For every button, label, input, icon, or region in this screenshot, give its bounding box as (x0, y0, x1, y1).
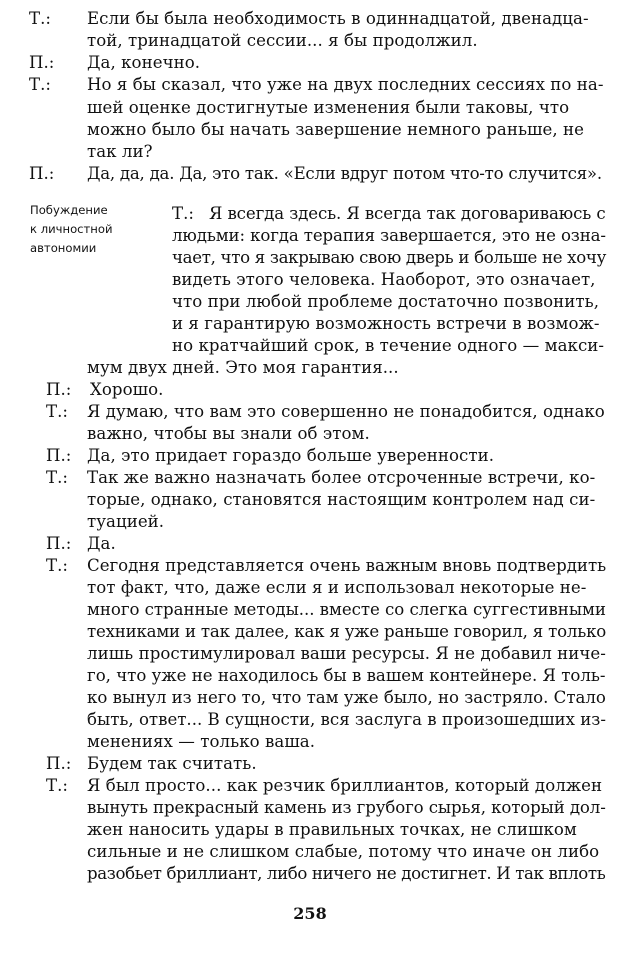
text-line: Да, это придает гораздо больше уверенности. (87, 446, 495, 465)
text-line: той, тринадцатой сессии... я бы продолжил. (87, 31, 478, 50)
text-line: разобьет бриллиант, либо ничего не достигнет. И так вплоть (87, 864, 606, 883)
speaker-label: П.: (29, 53, 55, 72)
text-line: Хорошо. (90, 380, 164, 399)
text-line: мум двух дней. Это моя гарантия... (87, 358, 399, 377)
text-line: Но я бы сказал, что уже на двух последних сессиях по на- (87, 75, 604, 94)
text-line: тот факт, что, даже если я и использовал некоторые не- (87, 578, 587, 597)
text-line: Если бы была необходимость в одиннадцатой, двенадца- (87, 9, 589, 28)
margin-note-line: к личностной (30, 222, 113, 236)
page-number: 258 (293, 904, 327, 923)
text-line: так ли? (87, 142, 153, 161)
text-line: чает, что я закрываю свою дверь и больше не хочу (172, 248, 607, 267)
text-line: шей оценке достигнутые изменения были таковы, что (87, 98, 570, 117)
speaker-label: Т.: (46, 468, 68, 487)
text-line: людьми: когда терапия завершается, это не озна- (172, 226, 606, 245)
text-line: Я был просто... как резчик бриллиантов, который должен (87, 776, 603, 795)
text-line: Да. (87, 534, 116, 553)
text-line: Я думаю, что вам это совершенно не понадобится, однако (87, 402, 605, 421)
speaker-label: Т.: (46, 402, 68, 421)
margin-note-line: автономии (30, 241, 97, 255)
speaker-label: П.: (46, 446, 72, 465)
text-line: торые, однако, становятся настоящим контролем над си- (87, 490, 596, 509)
text-line: ко вынул из него то, что там уже было, но застряло. Стало (87, 688, 606, 707)
text-line: Да, да, да. Да, это так. «Если вдруг потом что-то случится». (87, 164, 602, 183)
speaker-label: П.: (29, 164, 55, 183)
text-line: вынуть прекрасный камень из грубого сырья, который дол- (87, 798, 606, 817)
text-line: туацией. (87, 512, 165, 531)
speaker-label: П.: (46, 534, 72, 553)
text-line: Так же важно назначать более отсроченные встречи, ко- (87, 468, 596, 487)
text-line: много странные методы... вместе со слегка суггестивными (87, 600, 606, 619)
text-line: лишь простимулировал ваши ресурсы. Я не добавил ниче- (87, 644, 606, 663)
speaker-label: Т.: (46, 776, 68, 795)
text-line: сильные и не слишком слабые, потому что иначе он либо (87, 842, 600, 861)
text-line: Сегодня представляется очень важным вновь подтвердить (87, 556, 607, 575)
text-line: го, что уже не находилось бы в вашем контейнере. Я толь- (87, 666, 606, 685)
text-line: Я всегда здесь. Я всегда так договариваюсь с (209, 204, 606, 223)
speaker-label: Т.: (172, 204, 194, 223)
text-line: жен наносить удары в правильных точках, не слишком (87, 820, 577, 839)
text-line: менениях — только ваша. (87, 732, 316, 751)
speaker-label: П.: (46, 380, 72, 399)
speaker-label: Т.: (29, 9, 51, 28)
text-line: можно было бы начать завершение немного раньше, не (87, 120, 585, 139)
text-line: что при любой проблеме достаточно позвонить, (172, 292, 600, 311)
text-line: Будем так считать. (87, 754, 257, 773)
text-line: важно, чтобы вы знали об этом. (87, 424, 370, 443)
speaker-label: Т.: (46, 556, 68, 575)
speaker-label: Т.: (29, 75, 51, 94)
text-line: техниками и так далее, как я уже раньше говорил, я только (87, 622, 607, 641)
text-line: быть, ответ... В сущности, вся заслуга в произошедших из- (87, 710, 606, 729)
speaker-label: П.: (46, 754, 72, 773)
margin-note (30, 201, 113, 258)
text-line: Да, конечно. (87, 53, 201, 72)
text-line: и я гарантирую возможность встречи в возмож- (172, 314, 600, 333)
text-line: видеть этого человека. Наоборот, это означает, (172, 270, 596, 289)
margin-note-line: Побуждение (30, 203, 108, 217)
text-line: но кратчайший срок, в течение одного — макси- (172, 336, 605, 355)
